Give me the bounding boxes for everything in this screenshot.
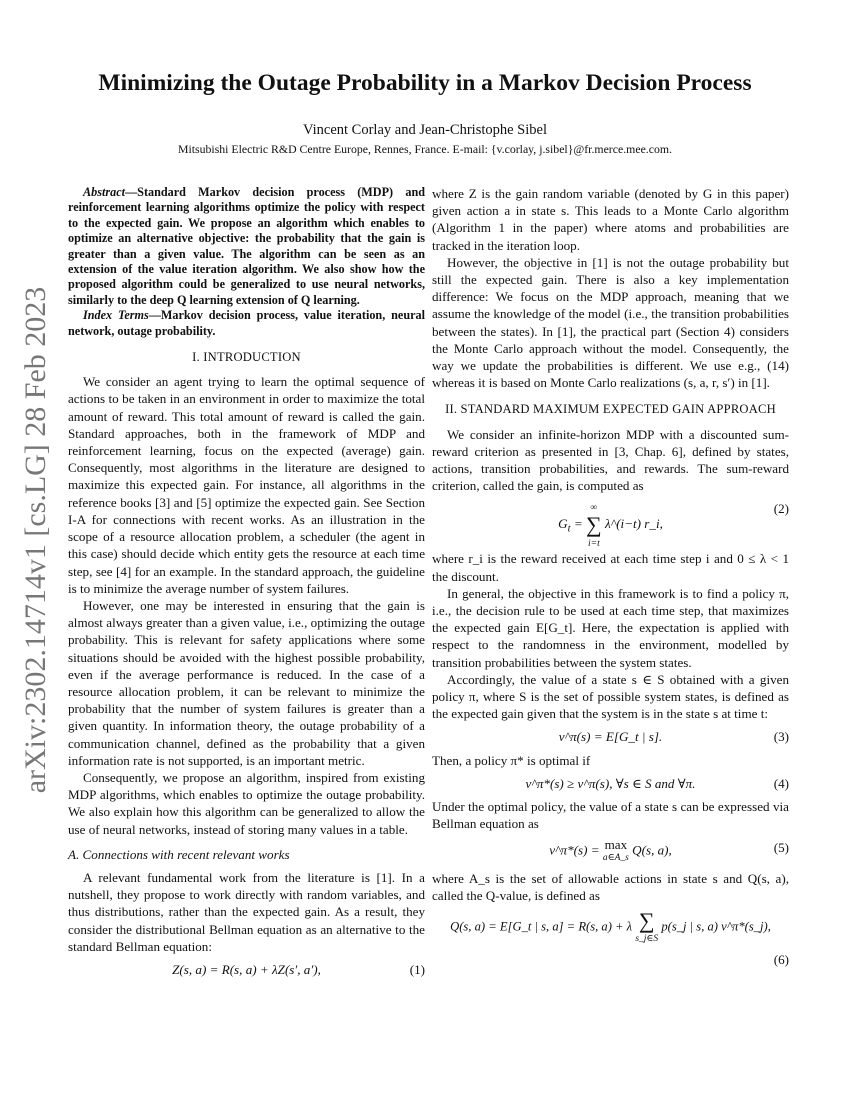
- equation-2-lower-limit: i=t: [588, 539, 600, 550]
- section-heading-standard: II. STANDARD MAXIMUM EXPECTED GAIN APPROACH: [445, 402, 776, 417]
- right-paragraph-4: where r_i is the reward received at each time step i and 0 ≤ λ < 1 the discount.: [432, 551, 789, 584]
- equation-5-number: (5): [773, 839, 789, 855]
- paper-authors: Vincent Corlay and Jean-Christophe Sibel: [303, 122, 547, 138]
- paper-title: Minimizing the Outage Probability in a Markov Decision Process: [98, 70, 752, 96]
- right-paragraph-7: Then, a policy π* is optimal if: [432, 752, 591, 768]
- equation-2-equals: =: [570, 516, 587, 532]
- equation-4: [432, 775, 789, 792]
- equation-5-max-op: max: [604, 836, 628, 852]
- equation-6-rhs: p(s_j | s, a) v^π*(s_j),: [661, 919, 771, 934]
- equation-5-max-sub: a∈A_s: [602, 852, 629, 863]
- equation-2-sigma: ∑: [586, 512, 602, 538]
- section-heading-introduction: I. INTRODUCTION: [192, 350, 301, 365]
- equation-5-rhs: Q(s, a),: [632, 842, 672, 857]
- equation-4-number: (4): [773, 775, 789, 791]
- abstract: [68, 185, 425, 308]
- equation-6: [432, 907, 789, 945]
- equation-6-number: (6): [773, 951, 789, 967]
- intro-paragraph-1: We consider an agent trying to learn the optimal sequence of actions to be taken in an environment in order to maximize the total amount of reward. This total amount of reward is called the gain. Standard approaches, both in the framework of MDP and reinforcement learning, focus on the expected (average) gain. Consequently, most algorithms in the literature are designed to maximize this expected gain. For instance, all algorithms in the reference books [3] and [5] optimize the expected gain. See Section I-A for connections with recent works. As an illustration in the scope of a resource allocation problem, a scheduler (the agent in this case) should decide which entity gets the resource at each time step, see [4] for an example. In the standard approach, the guideline is to minimize the average number of system failures.: [68, 374, 425, 596]
- index-terms-label: Index Terms: [83, 308, 149, 323]
- equation-2-rhs: λ^(i−t) r_i,: [605, 516, 663, 532]
- equation-3-number: (3): [773, 729, 789, 745]
- right-paragraph-9: where A_s is the set of allowable actions in state s and Q(s, a), called the Q-value, is defined as: [432, 870, 789, 903]
- equation-5-max: [602, 836, 629, 864]
- equation-1: [68, 961, 425, 978]
- equation-1-body: Z(s, a) = R(s, a) + λZ(s′, a′),: [172, 961, 321, 977]
- right-column: [432, 185, 789, 968]
- equation-2-sum: [586, 500, 602, 550]
- right-paragraph-5: In general, the objective in this framework is to find a policy π, i.e., the decision rule to be used at each time step, that maximizes the expected gain E[G_t]. Here, the expectation is applied with respect to the randomness in the environment, modelled by transition probabilities between the system states.: [432, 585, 789, 670]
- equation-2-lhs-sub: t: [567, 523, 571, 536]
- equation-2: [432, 500, 789, 550]
- equation-4-body: v^π*(s) ≥ v^π(s), ∀s ∈ S and ∀π.: [525, 775, 696, 791]
- subsection-heading-related: A. Connections with recent relevant works: [68, 846, 290, 862]
- index-terms: [68, 308, 425, 339]
- equation-3: [432, 728, 789, 745]
- right-paragraph-3: We consider an infinite-horizon MDP with a discounted sum-reward criterion as presented in [3, Chap. 6], defined by states, actions, transition probabilities, and rewards. The sum-reward criterion, called the gain, is computed as: [432, 426, 789, 494]
- right-paragraph-8: Under the optimal policy, the value of a state s can be expressed via Bellman equation as: [432, 799, 789, 832]
- left-column: [68, 185, 425, 984]
- equation-2-upper-limit: ∞: [590, 503, 598, 514]
- paper-affiliation: Mitsubishi Electric R&D Centre Europe, Rennes, France. E-mail: {v.corlay, j.sibel}@fr.merce.mee.com.: [177, 142, 673, 156]
- right-paragraph-1: where Z is the gain random variable (denoted by G in this paper) given action a in state s. This leads to a Monte Carlo algorithm (Algorithm 1 in the paper) where atoms and probabilities are tracked in the iteration loop.: [432, 186, 789, 253]
- equation-5-lhs: v^π*(s) =: [549, 842, 603, 857]
- intro-paragraph-3: Consequently, we propose an algorithm, inspired from existing MDP algorithms, which enables to optimize the outage probability. We also explain how this algorithm can be generalized to allow the use of neural networks, instead of storing many values in a table.: [68, 769, 425, 837]
- equation-6-sigma: ∑: [638, 907, 655, 933]
- right-paragraph-6: Accordingly, the value of a state s ∈ S obtained with a given policy π, where S is the set of possible system states, is defined as the expected gain given that the system is in the state s at time t:: [432, 671, 789, 722]
- arxiv-sidebar: [14, 286, 58, 794]
- related-paragraph: A relevant fundamental work from the literature is [1]. In a nutshell, they propose to work directly with random variables, and thus distributions, rather than the expected gain. As a result, they consider the distributional Bellman equation as an alternative to the standard Bellman equation:: [68, 869, 425, 954]
- equation-6-sub: s_j∈S: [635, 933, 659, 944]
- abstract-text: —Standard Markov decision process (MDP) and reinforcement learning algorithms optimize the policy with respect to the expected gain. We propose an algorithm which enables to optimize an alternative objective: the probability that the gain is greater than a given value. The algorithm can be seen as an extension of the value iteration algorithm. We also show how the proposed algorithm could be generalized to use neural networks, similarly to the deep Q learning extension of Q learning.: [68, 185, 425, 307]
- index-terms-text: —Markov decision process, value iteration, neural network, outage probability.: [68, 308, 425, 338]
- equation-3-body: v^π(s) = E[G_t | s].: [558, 729, 663, 745]
- equation-6-sum: [635, 907, 659, 945]
- equation-6-lhs: Q(s, a) = E[G_t | s, a] = R(s, a) + λ: [450, 919, 633, 934]
- abstract-label: Abstract: [83, 185, 125, 199]
- equation-2-lhs: G: [558, 516, 568, 532]
- equation-2-number: (2): [773, 501, 789, 517]
- equation-1-number: (1): [409, 961, 425, 977]
- arxiv-id: arXiv:2302.14714v1 [cs.LG] 28 Feb 2023: [19, 286, 52, 794]
- right-paragraph-2: However, the objective in [1] is not the outage probability but still the expected gain. There is also a key implementation difference: We focus on the MDP approach, meaning that we assume the knowledge of the model (i.e., the transition probabilities between the states). In [1], the practical part (Section 4) considers the Monte Carlo approach without the model. Consequently, the way we update the probabilities is different. We use e.g., (14) whereas it is based on Monte Carlo realizations (s, a, r, s′) in [1].: [432, 254, 789, 391]
- equation-5: [432, 836, 789, 864]
- intro-paragraph-2: However, one may be interested in ensuring that the gain is almost always greater than a given value, i.e., optimizing the outage probability. This is relevant for safety applications where some situations should be avoided with the highest possible probability, even if the average performance is reduced. In the case of a resource allocation problem, it can be relevant to minimize the probability that the number of system failures is greater than a given quantity. In information theory, the outage probability of a communication channel, defined as the probability that a given information rate is not supported, is an important metric.: [68, 597, 425, 768]
